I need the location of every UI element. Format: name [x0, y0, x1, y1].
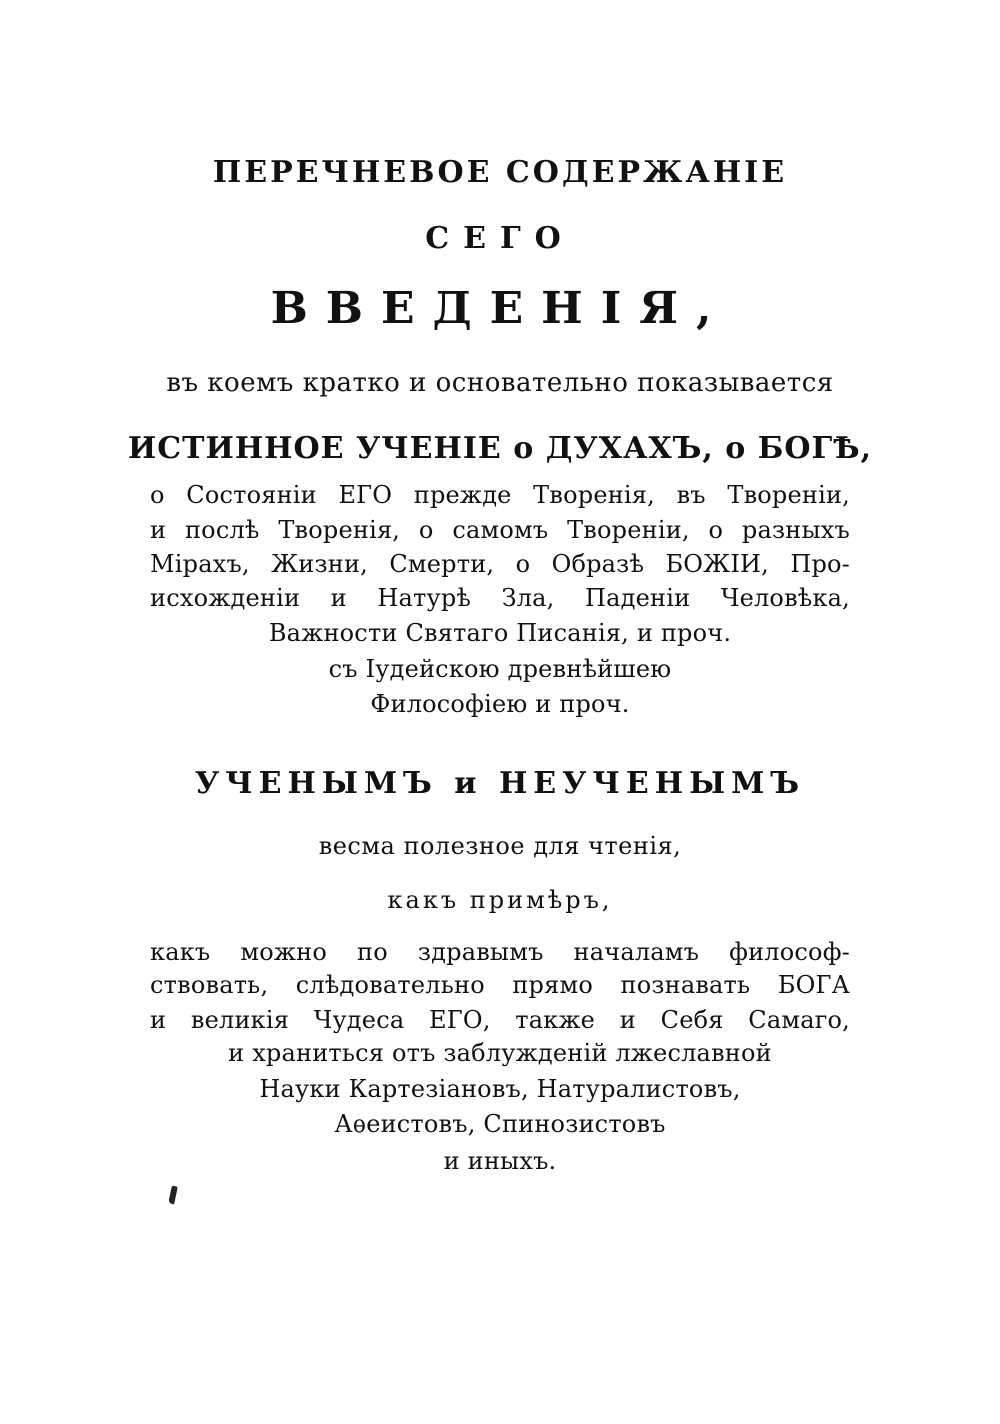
body-line-19: и храниться отъ заблужденій лжеславной [228, 1039, 772, 1067]
ink-mark [168, 1186, 178, 1205]
example-line: какъ примѣръ, [387, 886, 613, 914]
title-line-2: СЕГО [425, 221, 575, 256]
topic-line-6: о Состояніи ЕГО прежде Творенія, въ Твореніи, [150, 481, 850, 509]
body-line-21: Аѳеистовъ, Спинозистовъ [334, 1110, 666, 1138]
topic-line-11: съ Іудейскою древнѣйшею [328, 655, 672, 683]
body-line-22: и иныхъ. [443, 1147, 557, 1175]
body-line-17: ствовать, слѣдовательно прямо познавать БОГА [150, 971, 850, 999]
topic-line-7: и послѣ Творенія, о самомъ Твореніи, о разныхъ [150, 516, 850, 544]
title-line-1: ПЕРЕЧНЕВОЕ СОДЕРЖАНІЕ [212, 155, 788, 190]
body-line-20: Науки Картезіановъ, Натуралистовъ, [259, 1075, 741, 1103]
subtitle-line: въ коемъ краткo и основательно показывается [166, 368, 834, 398]
topic-line-9: исхожденіи и Натурѣ Зла, Паденіи Человѣка, [150, 584, 850, 612]
useful-line: весма полезное для чтенія, [318, 832, 682, 860]
topic-line-8: Мірахъ, Жизни, Смерти, о Образѣ БОЖІИ, Про- [150, 550, 850, 578]
body-line-16: какъ можно по здравымъ началамъ философ- [150, 938, 850, 966]
topic-line-10: Важности Святаго Писанія, и проч. [268, 619, 732, 647]
topic-line-12: Философіею и проч. [370, 690, 630, 718]
main-title: ВВЕДЕНІЯ, [270, 283, 730, 334]
topic-heading: ИСТИННОЕ УЧЕНІЕ о ДУХАХЪ, о БОГѢ, [127, 431, 873, 466]
body-line-18: и великія Чудеса ЕГО, также и Себя Самаго, [150, 1006, 850, 1034]
audience-heading: УЧЕНЫМЪ и НЕУЧЕНЫМЪ [194, 766, 806, 801]
